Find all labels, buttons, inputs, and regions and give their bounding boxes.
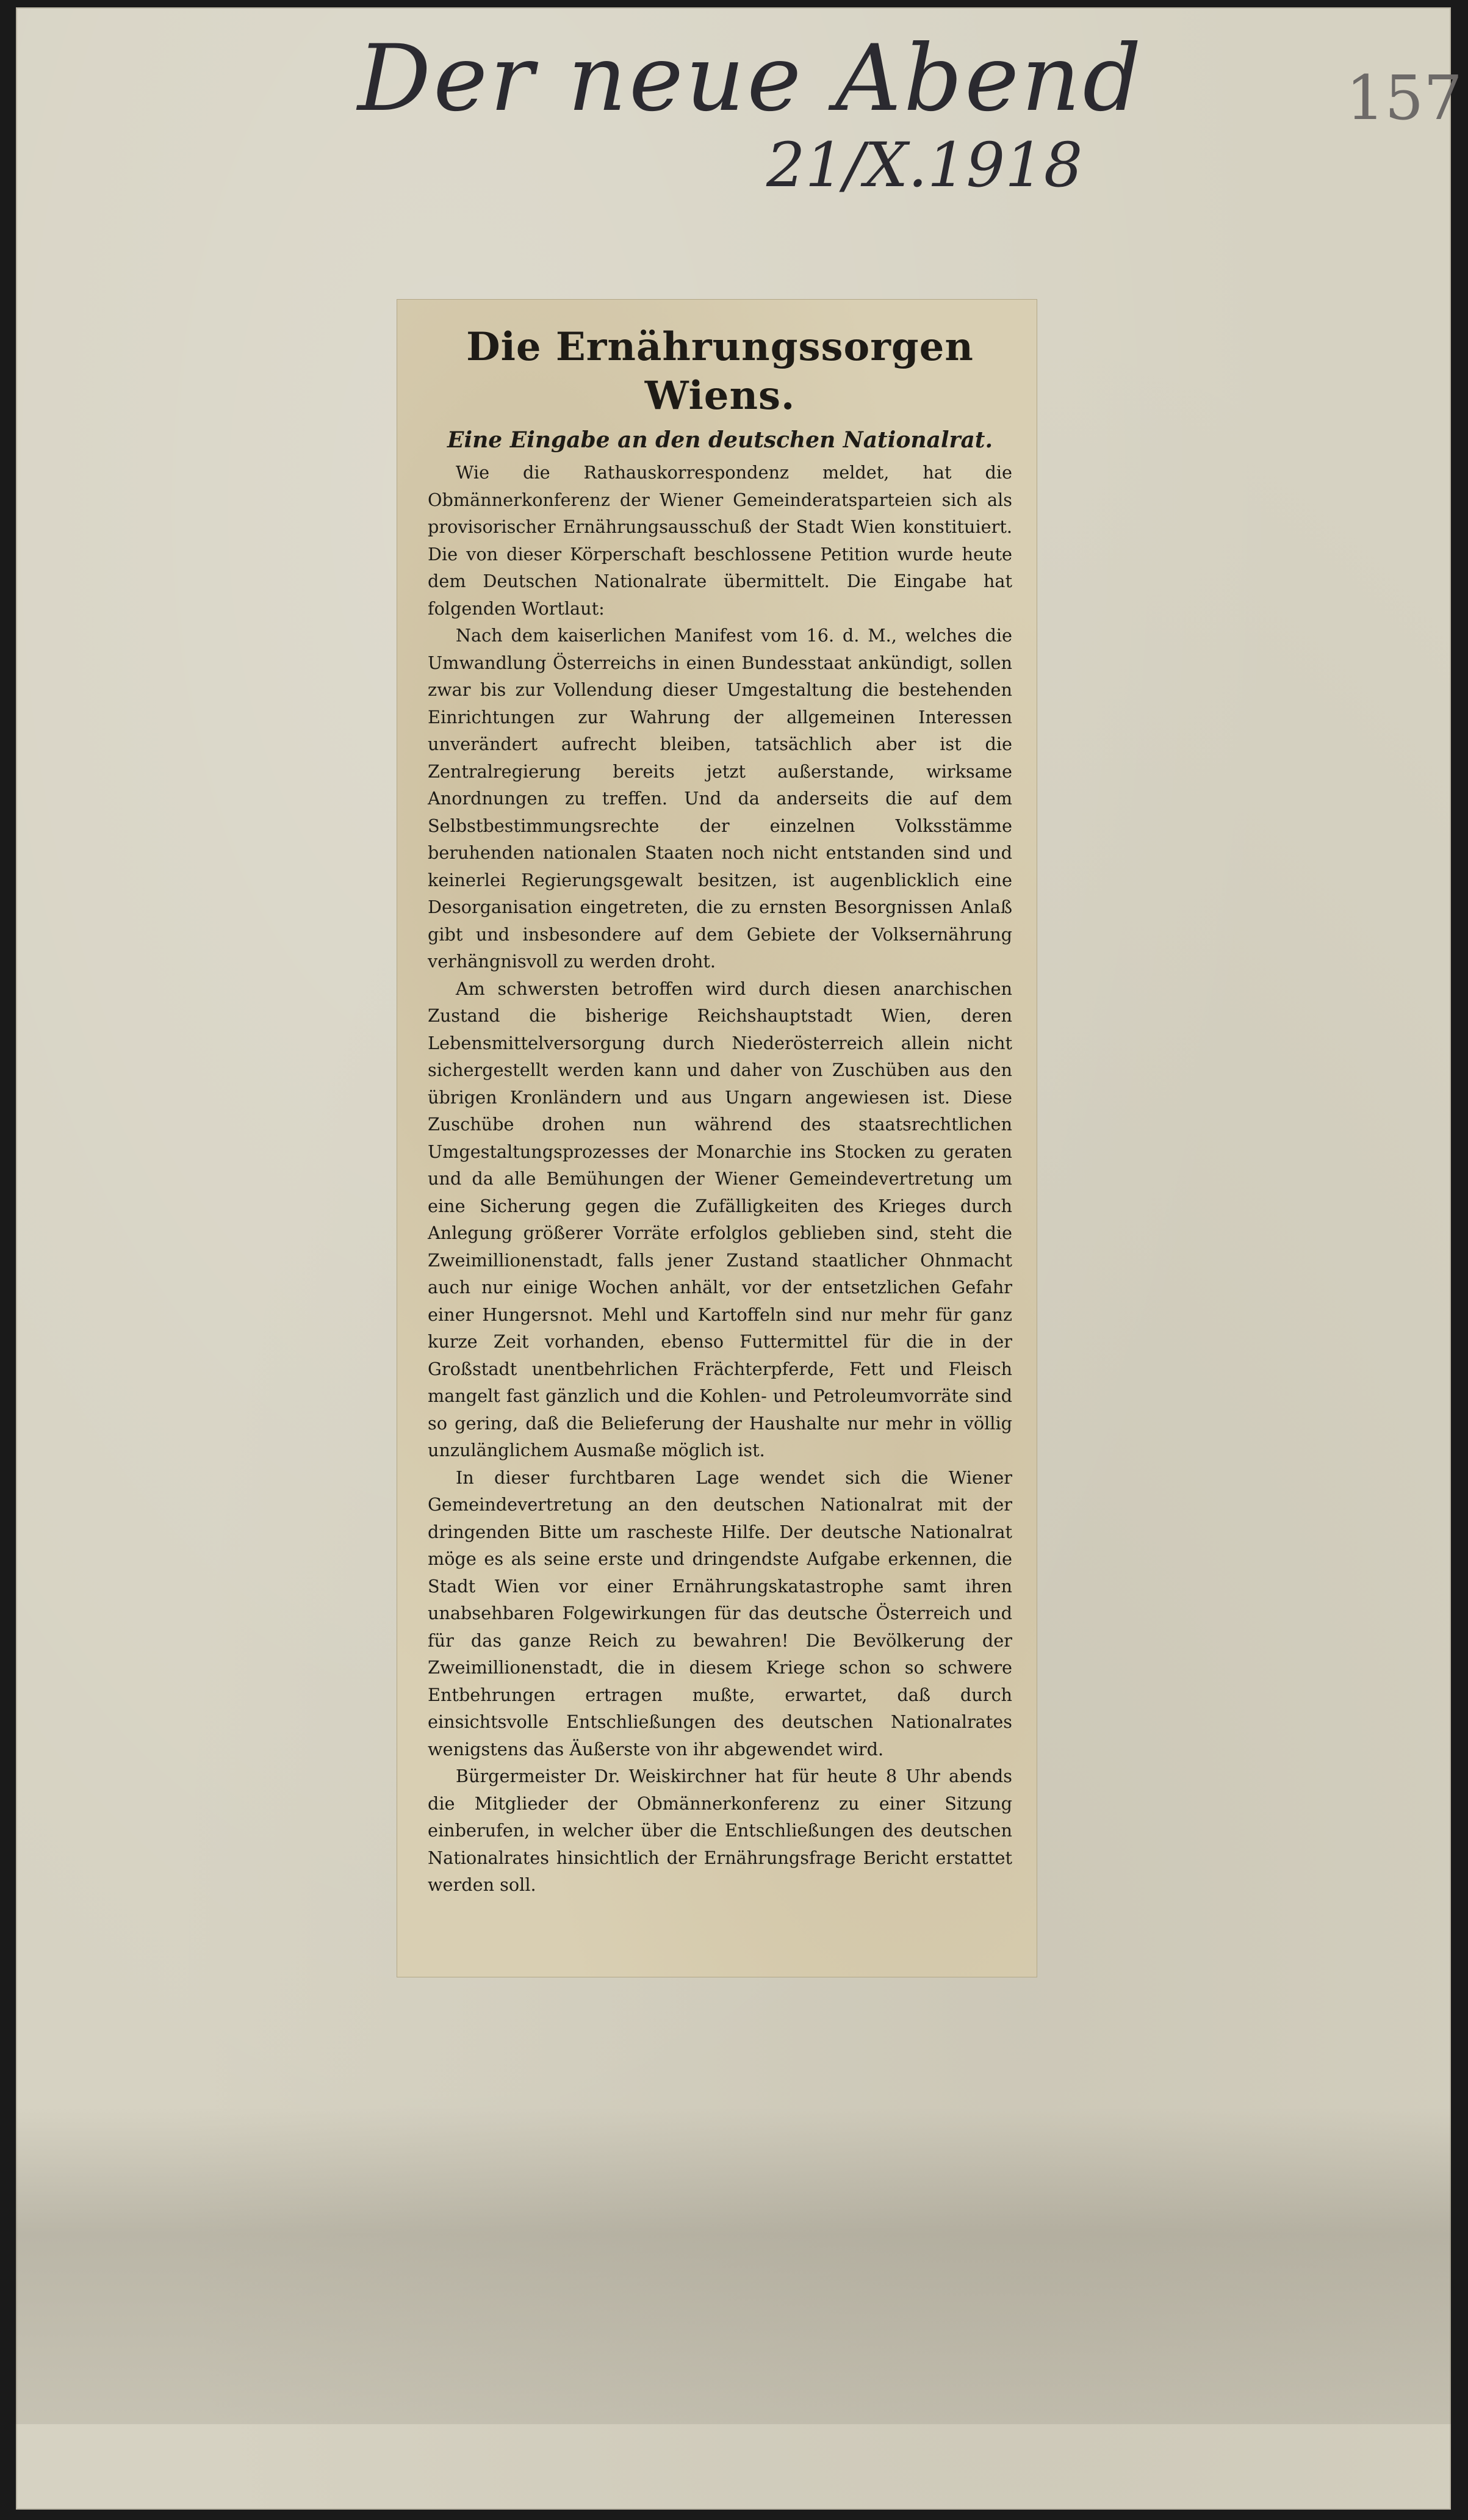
clipping-subheadline: Eine Eingabe an den deutschen Nationalrat.	[447, 427, 993, 453]
handwritten-source-title: Der neue Abend	[358, 26, 1144, 132]
handwritten-page-number: 157	[1346, 62, 1463, 134]
clipping-paragraph: In dieser furchtbaren Lage wendet sich die Wiener Gemeindevertretung an den deutschen Nationalrat mit der dringenden Bitte um rascheste Hilfe. Der deutsche Nationalrat möge es als seine erste und dringendste Aufgabe erkennen, die Stadt Wien vor einer Ernährungskatastrophe samt ihren unabsehbaren Folgewirkungen für das deutsche Österreich und für das ganze Reich zu bewahren! Die Bevölkerung der Zweimillionenstadt, die in diesem Kriege schon so schwere Entbehrungen ertragen mußte, erwartet, daß durch einsichtsvolle Entschließungen des deutschen Nationalrates wenigstens das Äußerste von ihr abgewendet wird.	[428, 1467, 1012, 1760]
clipping-paragraph: Am schwersten betroffen wird durch diesen anarchischen Zustand die bisherige Reichshauptstadt Wien, deren Lebensmittelversorgung durch Niederösterreich allein nicht sichergestellt werden kann und daher von Zuschüben aus den übrigen Kronländern und aus Ungarn angewiesen ist. Diese Zuschübe drohen nun während des staatsrechtlichen Umgestaltungsprozesses der Monarchie ins Stocken zu geraten und da alle Bemühungen der Wiener Gemeindevertretung um eine Sicherung gegen die Zufälligkeiten des Krieges durch Anlegung größerer Vorräte erfolglos geblieben sind, steht die Zweimillionenstadt, falls jener Zustand staatlicher Ohnmacht auch nur einige Wochen anhält, vor der entsetzlichen Gefahr einer Hungersnot. Mehl und Kartoffeln sind nur mehr für ganz kurze Zeit vorhanden, ebenso Futtermittel für die in der Großstadt unentbehrlichen Frächterpferde, Fett und Fleisch mangelt fast gänzlich und die Kohlen- und Petroleumvorräte sind so gering, daß die Belieferung der Haushalte nur mehr in völlig unzulänglichem Ausmaße möglich ist.	[428, 978, 1012, 1460]
clipping-body	[428, 459, 1012, 1899]
newspaper-clipping	[397, 299, 1037, 1977]
clipping-paragraph: Bürgermeister Dr. Weiskirchner hat für heute 8 Uhr abends die Mitglieder der Obmännerkonferenz zu einer Sitzung einberufen, in welcher über die Entschließungen des deutschen Nationalrates hinsichtlich der Ernährungsfrage Bericht erstattet werden soll.	[428, 1766, 1012, 1895]
clipping-headline: Die Ernährungssorgen Wiens.	[466, 324, 974, 419]
handwritten-date: 21/X.1918	[766, 129, 1083, 201]
clipping-paragraph: Wie die Rathauskorrespondenz meldet, hat die Obmännerkonferenz der Wiener Gemeinderatsparteien sich als provisorischer Ernährungsausschuß der Stadt Wien konstituiert. Die von dieser Körperschaft beschlossene Petition wurde heute dem Deutschen Nationalrate übermittelt. Die Eingabe hat folgenden Wortlaut:	[428, 462, 1012, 619]
clipping-paragraph: Nach dem kaiserlichen Manifest vom 16. d. M., welches die Umwandlung Österreichs in einen Bundesstaat ankündigt, sollen zwar bis zur Vollendung dieser Umgestaltung die bestehenden Einrichtungen zur Wahrung der allgemeinen Interessen unverändert aufrecht bleiben, tatsächlich aber ist die Zentralregierung bereits jetzt außerstande, wirksame Anordnungen zu treffen. Und da anderseits die auf dem Selbstbestimmungsrechte der einzelnen Volksstämme beruhenden nationalen Staaten noch nicht entstanden sind und keinerlei Regierungsgewalt besitzen, ist augenblicklich eine Desorganisation eingetreten, die zu ernsten Besorgnissen Anlaß gibt und insbesondere auf dem Gebiete der Volksernährung verhängnisvoll zu werden droht.	[428, 625, 1012, 972]
sheet-shadow-band	[16, 2107, 1451, 2424]
